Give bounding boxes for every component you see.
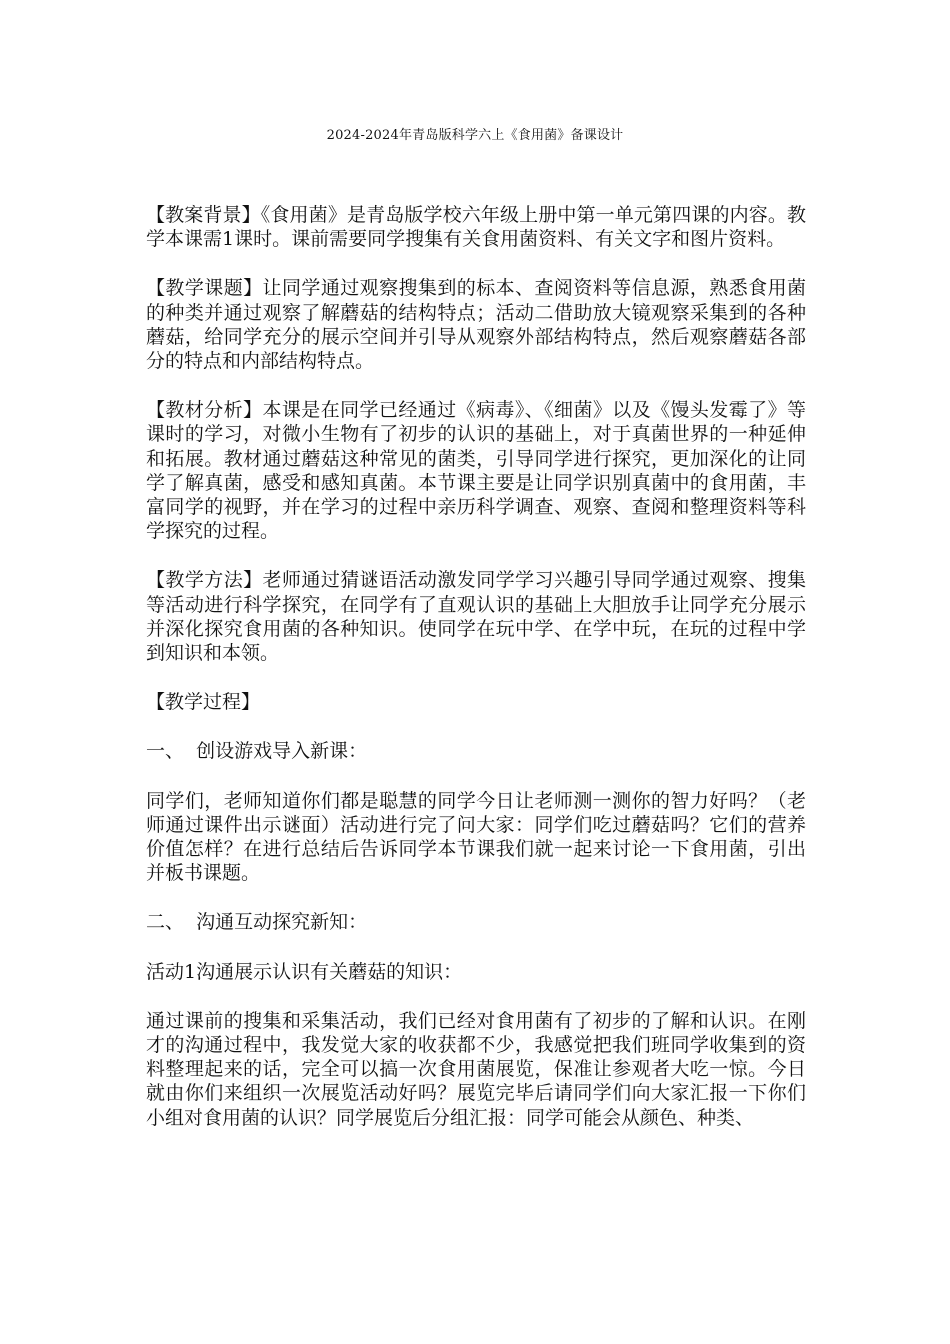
document-title: 2024-2024年青岛版科学六上《食用菌》备课设计 — [326, 128, 624, 143]
paragraph-activity-one: 通过课前的搜集和采集活动，我们已经对食用菌有了初步的了解和认识。在刚才的沟通过程中，我发觉大家的收获都不少，我感觉把我们班同学收集到的资料整理起来的话，完全可以搞一次食用菌展览，保准让参观者大吃一惊。今日就由你们来组织一次展览活动好吗？展览完毕后请同学们向大家汇报一下你们小组对食用菌的认识？同学展览后分组汇报：同学可能会从颜色、种类、 — [146, 1009, 806, 1129]
paragraph-analysis: 【教材分析】本课是在同学已经通过《病毒》、《细菌》以及《馒头发霉了》等课时的学习，对微小生物有了初步的认识的基础上，对于真菌世界的一种延伸和拓展。教材通过蘑菇这种常见的菌类，引导同学进行探究，更加深化的让同学了解真菌，感受和感知真菌。本节课主要是让同学识别真菌中的食用菌，丰富同学的视野，并在学习的过程中亲历科学调查、观察、查阅和整理资料等科学探究的过程。 — [146, 399, 806, 543]
heading-activity-one: 活动1沟通展示认识有关蘑菇的知识： — [146, 960, 463, 983]
heading-step-one: 一、 创设游戏导入新课： — [146, 740, 368, 763]
document-body — [146, 203, 806, 1155]
paragraph-step-one: 同学们，老师知道你们都是聪慧的同学今日让老师测一测你的智力好吗？（老师通过课件出示谜面）活动进行完了问大家：同学们吃过蘑菇吗？它们的营养价值怎样？在进行总结后告诉同学本节课我们就一起来讨论一下食用菌，引出并板书课题。 — [146, 789, 806, 885]
heading-step-two: 二、 沟通互动探究新知： — [146, 911, 368, 934]
paragraph-topic: 【教学课题】让同学通过观察搜集到的标本、查阅资料等信息源，熟悉食用菌的种类并通过观察了解蘑菇的结构特点；活动二借助放大镜观察采集到的各种蘑菇，给同学充分的展示空间并引导从观察外部结构特点，然后观察蘑菇各部分的特点和内部结构特点。 — [146, 277, 806, 373]
paragraph-method: 【教学方法】老师通过猜谜语活动激发同学学习兴趣引导同学通过观察、搜集等活动进行科学探究，在同学有了直观认识的基础上大胆放手让同学充分展示并深化探究食用菌的各种知识。使同学在玩中学、在学中玩，在玩的过程中学到知识和本领。 — [146, 569, 806, 665]
paragraph-background: 【教案背景】《食用菌》是青岛版学校六年级上册中第一单元第四课的内容。教学本课需1课时。课前需要同学搜集有关食用菌资料、有关文字和图片资料。 — [146, 204, 806, 251]
heading-teaching-process: 【教学过程】 — [146, 691, 261, 714]
